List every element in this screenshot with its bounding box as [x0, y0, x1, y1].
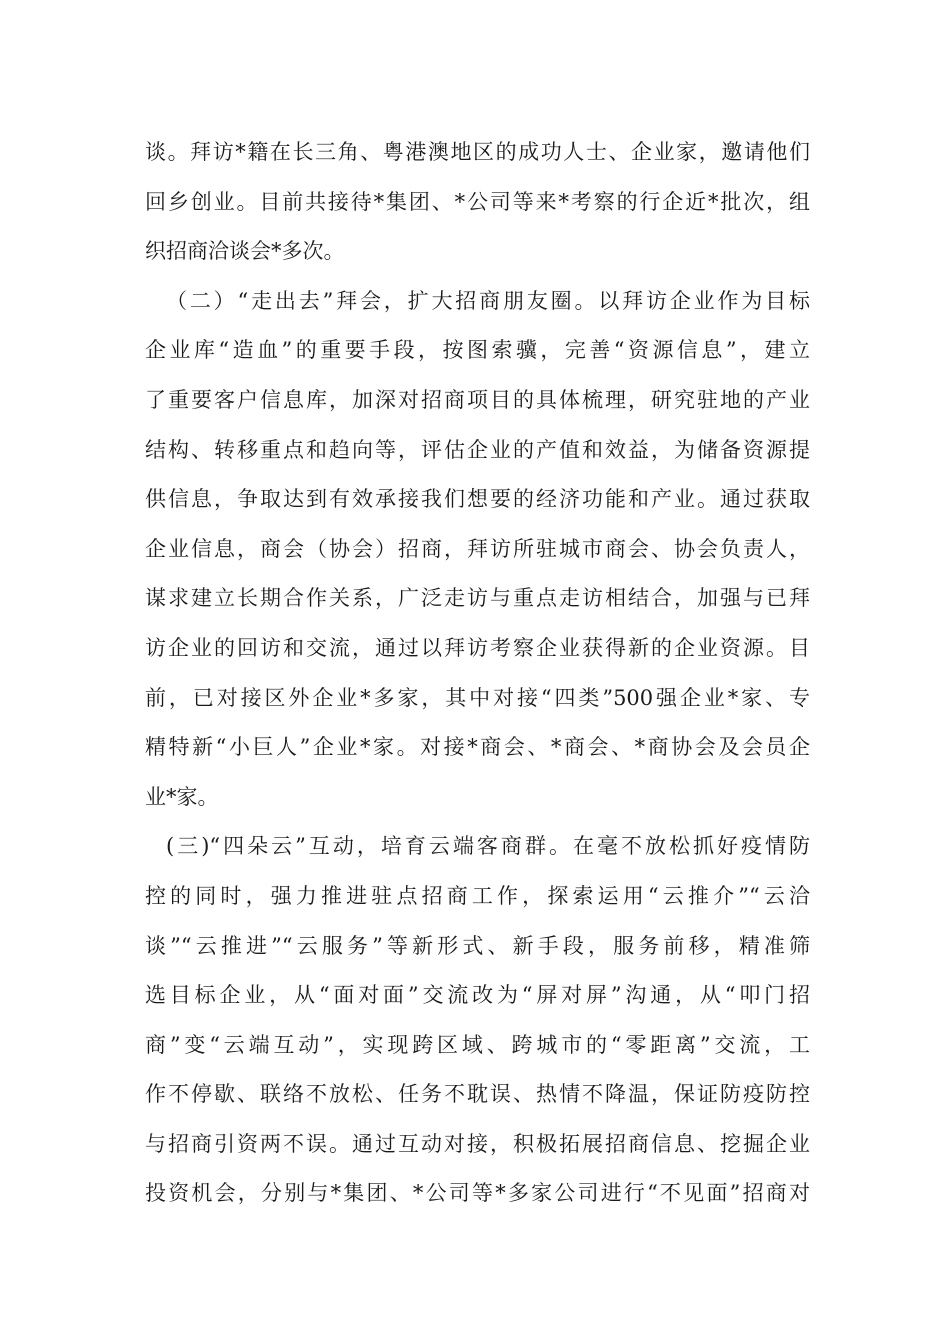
text-line: 作不停歇、联络不放松、任务不耽误、热情不降温，保证防疫防控 [145, 1082, 810, 1107]
text-line: 选目标企业，从“面对面”交流改为“屏对屏”沟通，从“叩门招 [145, 983, 810, 1008]
text-line: 织招商洽谈会*多次。 [145, 239, 345, 264]
text-line: 谈。拜访*籍在长三角、粤港澳地区的成功人士、企业家，邀请他们 [145, 140, 810, 164]
text-line: 商”变“云端互动”，实现跨区域、跨城市的“零距离”交流，工 [145, 1032, 810, 1057]
text-line: 供信息，争取达到有效承接我们想要的经济功能和产业。通过获取 [145, 487, 810, 512]
text-line: 前，已对接区外企业*多家，其中对接“四类”500强企业*家、专 [145, 685, 810, 710]
text-line: 回乡创业。目前共接待*集团、*公司等来*考察的行企近*批次，组 [145, 189, 810, 214]
text-line: 访企业的回访和交流，通过以拜访考察企业获得新的企业资源。目 [145, 635, 810, 660]
text-line: 控的同时，强力推进驻点招商工作，探索运用“云推介”“云洽 [145, 883, 810, 908]
text-line: 了重要客户信息库，加深对招商项目的具体梳理，研究驻地的产业 [145, 387, 810, 412]
text-line: 结构、转移重点和趋向等，评估企业的产值和效益，为储备资源提 [145, 437, 810, 462]
text-line: 企业信息，商会（协会）招商，拜访所驻城市商会、协会负责人， [145, 536, 810, 561]
section-heading-line: （二）“走出去”拜会，扩大招商朋友圈。以拜访企业作为目标 [166, 288, 810, 313]
text-line: 与招商引资两不误。通过互动对接，积极拓展招商信息、挖掘企业 [145, 1131, 810, 1156]
text-line: 投资机会，分别与*集团、*公司等*多家公司进行“不见面”招商对 [145, 1181, 810, 1206]
text-line: 谈”“云推进”“云服务”等新形式、新手段，服务前移，精准筛 [145, 933, 810, 958]
text-line: 业*家。 [145, 784, 219, 809]
text-line: 企业库“造血”的重要手段，按图索骥，完善“资源信息”，建立 [145, 338, 810, 363]
section-heading-line: (三)“四朵云”互动，培育云端客商群。在毫不放松抓好疫情防 [166, 834, 810, 859]
text-line: 精特新“小巨人”企业*家。对接*商会、*商会、*商协会及会员企 [145, 735, 810, 760]
text-line: 谋求建立长期合作关系，广泛走访与重点走访相结合，加强与已拜 [145, 586, 810, 611]
document-body [145, 128, 810, 1219]
